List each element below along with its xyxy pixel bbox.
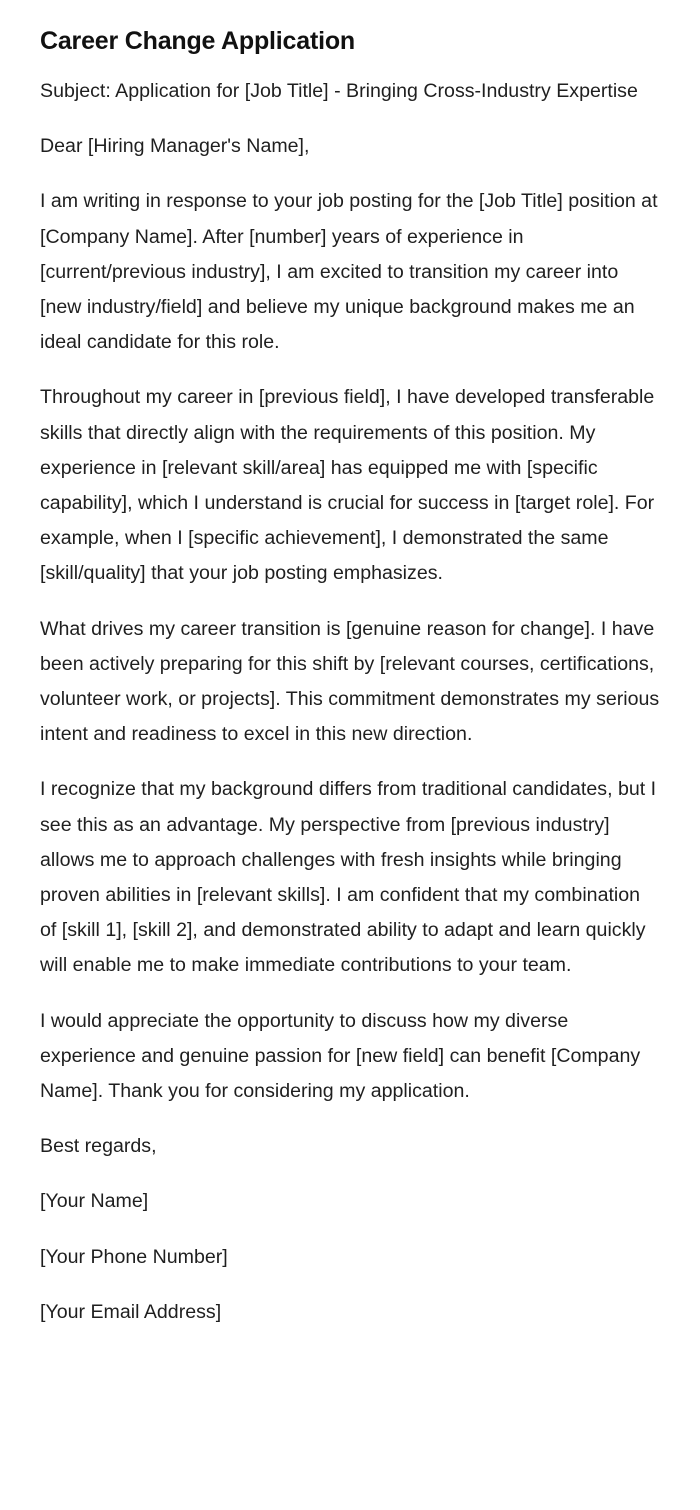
body-paragraph-1: I am writing in response to your job posting for the [Job Title] position at [Company Name]. After [number] years of experience in [current/previous industry], I am excited to transition my career into [new industry/field] and believe my unique background makes me an ideal candidate for this role. [40,190,658,354]
signature-email: [Your Email Address] [40,1300,222,1323]
signature-phone: [Your Phone Number] [40,1245,228,1268]
closing: Best regards, [40,1135,157,1158]
document-title: Career Change Application [40,27,355,55]
body-paragraph-4: I recognize that my background differs from traditional candidates, but I see this as an advantage. My perspective from [previous industry] allows me to approach challenges with fresh insights while bringing proven abilities in [relevant skills]. I am confident that my combination of [skill 1], [skill 2], and demonstrated ability to adapt and learn quickly will enable me to make immediate contributions to your team. [40,778,657,977]
signature-name: [Your Name] [40,1190,149,1213]
body-paragraph-5: I would appreciate the opportunity to discuss how my diverse experience and genuine passion for [new field] can benefit [Company Name]. Thank you for considering my application. [40,1009,641,1103]
body-paragraph-2: Throughout my career in [previous field], I have developed transferable skills that directly align with the requirements of this position. My experience in [relevant skill/area] has equipped me with [specific capability], which I understand is crucial for success in [target role]. For example, when I [specific achievement], I demonstrated the same [skill/quality] that your job posting emphasizes. [40,386,655,585]
body-paragraph-3: What drives my career transition is [genuine reason for change]. I have been actively preparing for this shift by [relevant courses, certifications, volunteer work, or projects]. This commitment demonstrates my serious intent and readiness to excel in this new direction. [40,617,660,746]
salutation: Dear [Hiring Manager's Name], [40,135,310,158]
subject-line: Subject: Application for [Job Title] - Bringing Cross-Industry Expertise [40,80,638,102]
